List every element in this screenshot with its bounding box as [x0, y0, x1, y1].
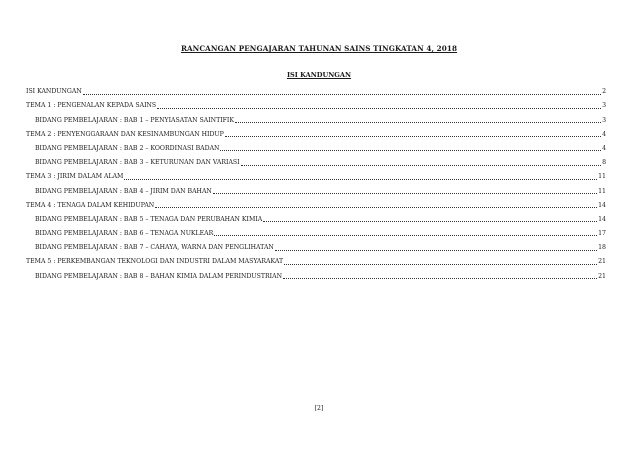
toc-entry-chapter[interactable] — [26, 210, 606, 224]
toc-entry-link[interactable]: BIDANG PEMBELAJARAN : BAB 1 – PENYIASATAN SAINTIFIK — [35, 116, 234, 124]
toc-leader-dots — [213, 193, 597, 194]
table-of-contents — [26, 82, 606, 281]
toc-page-number: 2 — [602, 88, 606, 96]
toc-entry-theme[interactable] — [26, 196, 606, 210]
toc-leader-dots — [124, 179, 597, 180]
toc-page-number: 11 — [598, 187, 606, 195]
toc-entry-link[interactable]: TEMA 5 : PERKEMBANGAN TEKNOLOGI DAN INDUSTRI DALAM MASYARAKAT — [26, 258, 284, 266]
toc-leader-dots — [241, 165, 601, 166]
toc-entry-chapter[interactable] — [26, 266, 606, 280]
toc-page-number: 18 — [598, 244, 606, 252]
toc-page-number: 3 — [602, 102, 606, 110]
toc-leader-dots — [275, 250, 597, 251]
toc-page-number: 14 — [598, 201, 606, 209]
document-title: RANCANGAN PENGAJARAN TAHUNAN SAINS TINGKATAN 4, 2018 — [180, 44, 458, 53]
toc-entry-chapter[interactable] — [26, 139, 606, 153]
toc-entry-link[interactable]: TEMA 1 : PENGENALAN KEPADA SAINS — [26, 102, 157, 110]
toc-page-number: 14 — [598, 215, 606, 223]
toc-page-number: 4 — [602, 130, 606, 138]
toc-leader-dots — [283, 278, 597, 279]
toc-entry-link[interactable]: BIDANG PEMBELAJARAN : BAB 6 – TENAGA NUKLEAR — [35, 230, 214, 238]
toc-leader-dots — [83, 94, 601, 95]
toc-entry-theme[interactable] — [26, 82, 606, 96]
toc-entry-link[interactable]: TEMA 2 : PENYENGGARAAN DAN KESINAMBUNGAN HIDUP — [26, 130, 224, 138]
toc-leader-dots — [225, 136, 601, 137]
toc-heading: ISI KANDUNGAN — [286, 71, 352, 79]
toc-leader-dots — [155, 207, 597, 208]
toc-entry-chapter[interactable] — [26, 153, 606, 167]
toc-page-number: 17 — [598, 230, 606, 238]
toc-leader-dots — [214, 235, 597, 236]
toc-entry-theme[interactable] — [26, 96, 606, 110]
toc-page-number: 11 — [598, 173, 606, 181]
toc-entry-chapter[interactable] — [26, 224, 606, 238]
toc-entry-theme[interactable] — [26, 167, 606, 181]
toc-page-number: 3 — [602, 116, 606, 124]
toc-entry-chapter[interactable] — [26, 110, 606, 124]
toc-leader-dots — [263, 221, 597, 222]
toc-entry-link[interactable]: ISI KANDUNGAN — [26, 88, 82, 96]
page-number: [2] — [314, 405, 324, 412]
toc-entry-link[interactable]: TEMA 3 : JIRIM DALAM ALAM — [26, 173, 124, 181]
toc-leader-dots — [235, 122, 601, 123]
toc-entry-link[interactable]: BIDANG PEMBELAJARAN : BAB 3 – KETURUNAN DAN VARIASI — [35, 159, 240, 167]
toc-entry-theme[interactable] — [26, 125, 606, 139]
toc-page-number: 4 — [602, 144, 606, 152]
toc-entry-link[interactable]: BIDANG PEMBELAJARAN : BAB 8 – BAHAN KIMIA DALAM PERINDUSTRIAN — [35, 272, 282, 280]
toc-entry-link[interactable]: BIDANG PEMBELAJARAN : BAB 7 – CAHAYA, WARNA DAN PENGLIHATAN — [35, 244, 274, 252]
toc-entry-link[interactable]: BIDANG PEMBELAJARAN : BAB 4 – JIRIM DAN BAHAN — [35, 187, 212, 195]
toc-entry-link[interactable]: BIDANG PEMBELAJARAN : BAB 2 – KOORDINASI BADAN — [35, 144, 220, 152]
toc-entry-link[interactable]: BIDANG PEMBELAJARAN : BAB 5 – TENAGA DAN PERUBAHAN KIMIA — [35, 215, 263, 223]
toc-leader-dots — [284, 264, 597, 265]
toc-entry-chapter[interactable] — [26, 238, 606, 252]
toc-entry-link[interactable]: TEMA 4 : TENAGA DALAM KEHIDUPAN — [26, 201, 155, 209]
toc-page-number: 8 — [602, 159, 606, 167]
toc-leader-dots — [220, 150, 601, 151]
toc-entry-theme[interactable] — [26, 252, 606, 266]
toc-page-number: 21 — [598, 258, 606, 266]
toc-entry-chapter[interactable] — [26, 181, 606, 195]
toc-leader-dots — [157, 108, 601, 109]
toc-page-number: 21 — [598, 272, 606, 280]
